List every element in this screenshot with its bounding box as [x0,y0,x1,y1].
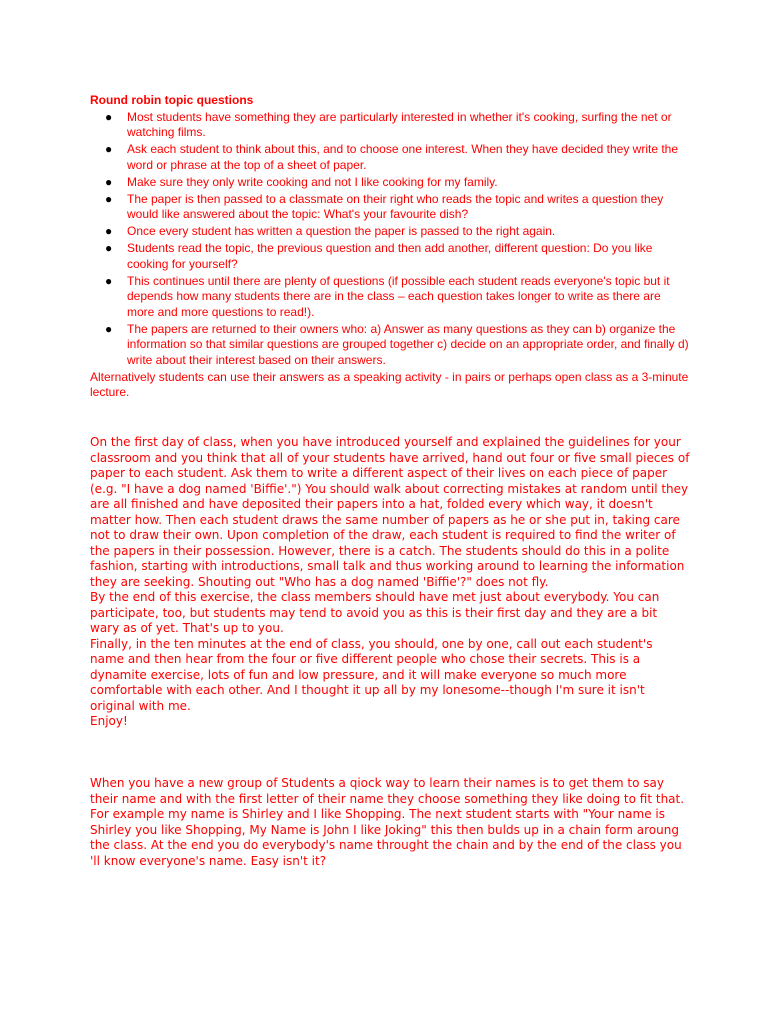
list-item-text: Once every student has written a question the paper is passed to the right again. [127,224,556,238]
bullet-icon: ● [105,191,113,206]
first-day-section [90,435,690,730]
list-item-text: Most students have something they are particularly interested in whether it's cooking, surfing the net or watching films. [127,109,672,139]
list-item-text: The papers are returned to their owners who: a) Answer as many questions as they can b) organize the information so that similar questions are grouped together c) decide on an appropriate order, and finally d) write about their interest based on their answers. [127,321,689,367]
list-item [105,241,690,272]
bullet-icon: ● [105,224,113,238]
list-item [105,174,690,191]
bullet-icon: ● [105,241,113,255]
alternative-paragraph: Alternatively students can use their answers as a speaking activity - in pairs or perhaps open class as a 3-minute lecture. [90,369,689,399]
section-heading: Round robin topic questions [90,93,254,107]
list-item-text: Ask each student to think about this, and to choose one interest. When they have decided they write the word or phrase at the top of a sheet of paper. [127,142,679,172]
bullet-list [90,110,690,369]
list-item-text: Make sure they only write cooking and not I like cooking for my family. [127,174,498,189]
paragraph: Enjoy! [90,714,128,728]
bullet-icon: ● [105,142,113,156]
list-item [105,321,690,369]
list-item [105,273,690,321]
round-robin-section [90,93,690,401]
list-item [105,224,690,240]
list-item-text: Students read the topic, the previous question and then add another, different question: Do you like cooking for yourself? [127,241,653,271]
paragraph: Finally, in the ten minutes at the end of class, you should, one by one, call out each student's name and then hear from the four or five different people who chose their secrets. This is a dynamite exercise, lots of fun and low pressure, and it will make everyone so much more comfortable with each other. And I thought it up all by my lonesome--though I'm sure it isn't original with me. [90,636,653,713]
bullet-icon: ● [105,273,113,288]
bullet-icon: ● [105,321,113,336]
list-item [105,109,690,141]
paragraph: When you have a new group of Students a qiock way to learn their names is to get them to say their name and with the first letter of their name they choose something they like doing to fit that. For example my name is Shirley and I like Shopping. The next student starts with "Your name is Shirley you like Shopping, My Name is John I like Joking" this then bulds up in a chain form aroung the class. At the end you do everybody's name throught the chain and by the end of the class you 'll know everyone's name. Easy isn't it? [90,776,685,868]
bullet-icon: ● [105,174,113,189]
list-item [105,142,690,173]
list-item [105,191,690,223]
bullet-icon: ● [105,109,113,124]
paragraph: On the first day of class, when you have introduced yourself and explained the guidelines for your classroom and you think that all of your students have arrived, hand out four or five small pieces of paper to each student. Ask them to write a different aspect of their lives on each piece of paper (e.g. "I have a dog named 'Biffie'.") You should walk about correcting mistakes at random until they are all finished and have deposited their papers into a hat, folded every which way, it doesn't matter how. Then each student draws the same number of papers as he or she put in, taking care not to draw their own. Upon completion of the draw, each student is required to find the writer of the papers in their possession. However, there is a catch. The students should do this in a polite fashion, starting with introductions, small talk and thus working around to learning the information they are seeking. Shouting out "Who has a dog named 'Biffie'?" does not fly. [90,435,690,589]
list-item-text: This continues until there are plenty of questions (if possible each student reads everyone's topic but it depends how many students there are in the class – each question takes longer to write as there are more and more questions to read!). [127,273,670,319]
names-game-section [90,776,690,869]
paragraph: By the end of this exercise, the class members should have met just about everybody. You can participate, too, but students may tend to avoid you as this is their first day and they are a bit wary as of yet. That's up to you. [90,590,660,635]
list-item-text: The paper is then passed to a classmate on their right who reads the topic and writes a question they would like answered about the topic: What's your favourite dish? [127,191,664,221]
